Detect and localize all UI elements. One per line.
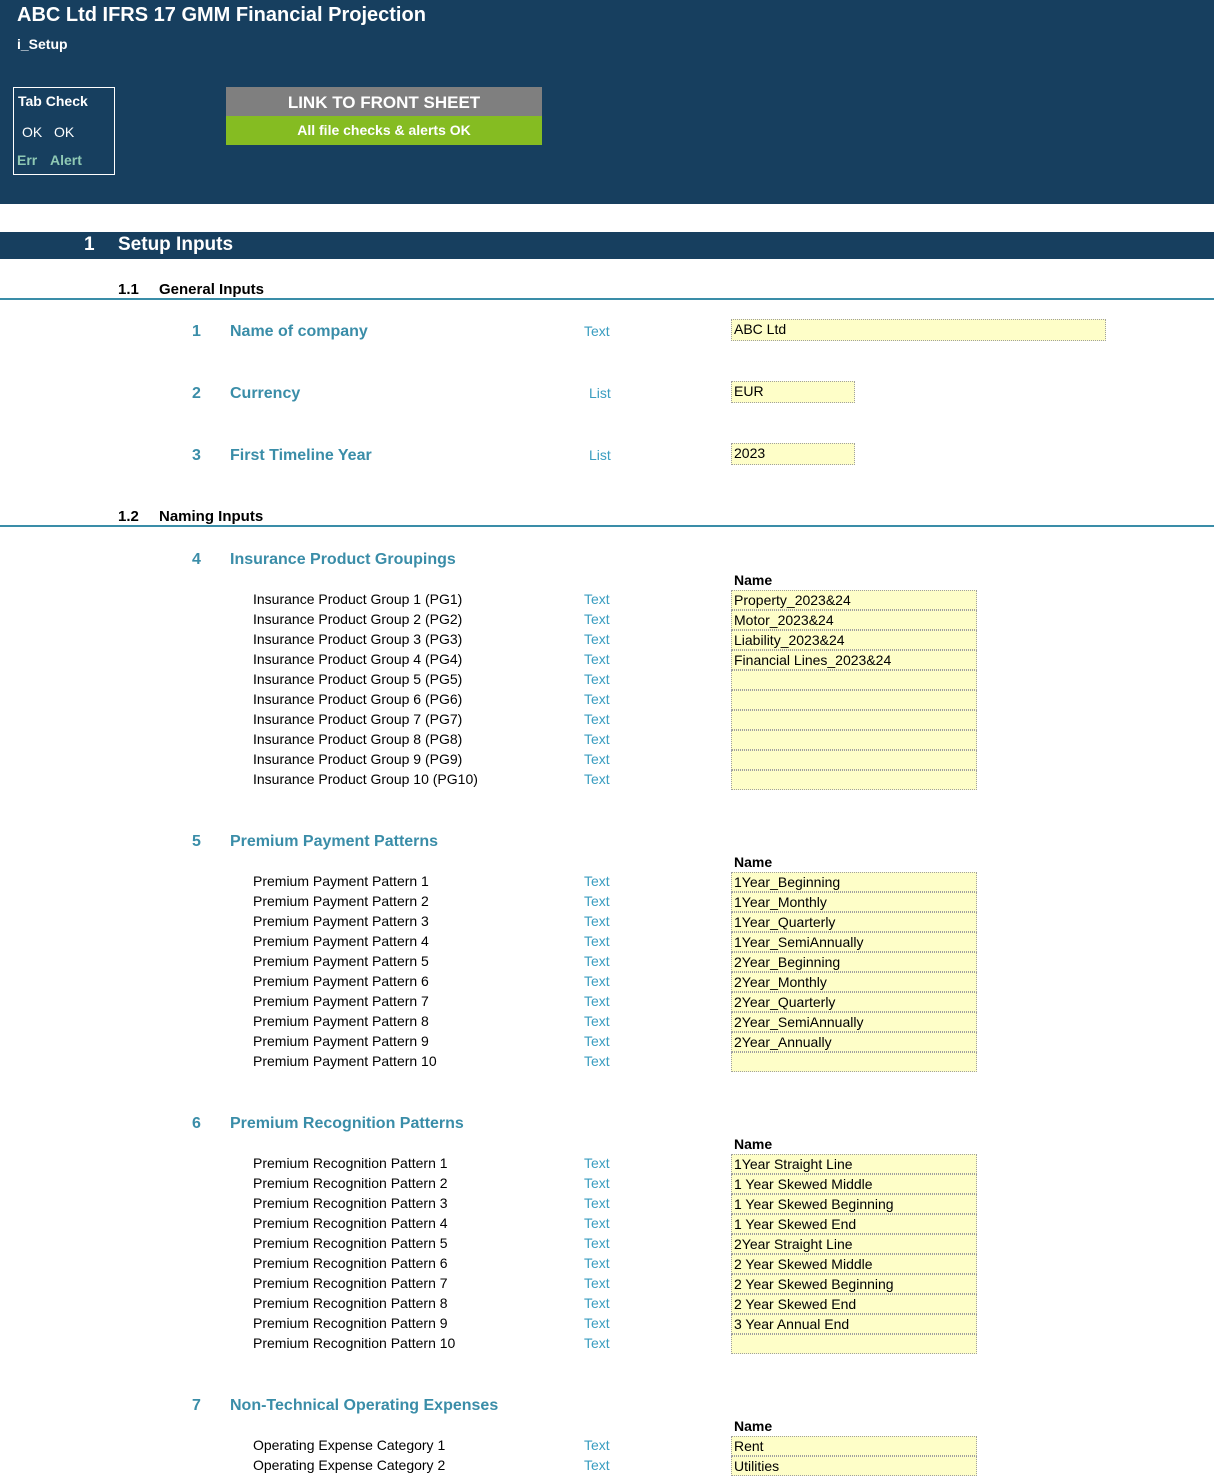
item-number: 5 bbox=[192, 833, 201, 850]
item-number: 3 bbox=[192, 447, 201, 464]
input-type: Text bbox=[584, 1053, 610, 1069]
input-type: Text bbox=[584, 973, 610, 989]
first-timeline-year-select[interactable]: 2023 bbox=[731, 443, 855, 465]
input-type: Text bbox=[584, 1315, 610, 1331]
input-type: Text bbox=[584, 711, 610, 727]
list-item bbox=[0, 1012, 1214, 1032]
list-item bbox=[0, 1436, 1214, 1456]
name-input[interactable]: 2Year_SemiAnnually bbox=[731, 1012, 977, 1032]
item-title: Premium Recognition Patterns bbox=[230, 1115, 464, 1132]
name-input[interactable]: 2 Year Skewed End bbox=[731, 1294, 977, 1314]
list-item bbox=[0, 892, 1214, 912]
input-type: Text bbox=[584, 611, 610, 627]
input-type: Text bbox=[584, 1195, 610, 1211]
list-item bbox=[0, 630, 1214, 650]
subsection-title: General Inputs bbox=[159, 281, 265, 298]
name-input[interactable] bbox=[731, 690, 977, 710]
name-input[interactable]: 3 Year Annual End bbox=[731, 1314, 977, 1334]
row-label: Insurance Product Group 3 (PG3) bbox=[253, 631, 463, 647]
row-label: Premium Recognition Pattern 3 bbox=[253, 1195, 448, 1211]
row-label: Insurance Product Group 10 (PG10) bbox=[253, 771, 478, 787]
list-item bbox=[0, 992, 1214, 1012]
tab-check-ok-2: OK bbox=[54, 124, 75, 140]
row-label: Insurance Product Group 5 (PG5) bbox=[253, 671, 463, 687]
input-type: Text bbox=[584, 1013, 610, 1029]
row-label: Premium Payment Pattern 1 bbox=[253, 873, 429, 889]
name-input[interactable]: 2Year_Annually bbox=[731, 1032, 977, 1052]
input-type: Text bbox=[584, 631, 610, 647]
row-label: Premium Payment Pattern 4 bbox=[253, 933, 429, 949]
row-label: Premium Recognition Pattern 2 bbox=[253, 1175, 448, 1191]
list-item bbox=[0, 1334, 1214, 1354]
name-input[interactable] bbox=[731, 670, 977, 690]
name-input[interactable]: 1 Year Skewed End bbox=[731, 1214, 977, 1234]
list-item bbox=[0, 1154, 1214, 1174]
list-item bbox=[0, 872, 1214, 892]
tab-check-err: Err bbox=[17, 152, 38, 168]
list-item bbox=[0, 1032, 1214, 1052]
row-label: Premium Payment Pattern 5 bbox=[253, 953, 429, 969]
name-input[interactable]: Liability_2023&24 bbox=[731, 630, 977, 650]
name-input[interactable]: Property_2023&24 bbox=[731, 590, 977, 610]
list-item bbox=[0, 750, 1214, 770]
tab-check-box bbox=[13, 87, 115, 175]
sheet-name: i_Setup bbox=[17, 36, 68, 52]
column-header-name: Name bbox=[734, 1136, 773, 1152]
divider bbox=[0, 525, 1214, 527]
row-label: Premium Payment Pattern 7 bbox=[253, 993, 429, 1009]
row-label: Premium Payment Pattern 6 bbox=[253, 973, 429, 989]
name-input[interactable]: Motor_2023&24 bbox=[731, 610, 977, 630]
row-label: Premium Payment Pattern 10 bbox=[253, 1053, 437, 1069]
list-item bbox=[0, 1234, 1214, 1254]
input-type: Text bbox=[584, 1437, 610, 1453]
item-title: First Timeline Year bbox=[230, 447, 372, 464]
column-header-name: Name bbox=[734, 572, 773, 588]
subsection-title: Naming Inputs bbox=[159, 508, 264, 525]
list-item bbox=[0, 912, 1214, 932]
item-title: Currency bbox=[230, 385, 301, 402]
name-input[interactable]: 1 Year Skewed Beginning bbox=[731, 1194, 977, 1214]
input-type: Text bbox=[584, 1275, 610, 1291]
row-label: Insurance Product Group 6 (PG6) bbox=[253, 691, 463, 707]
name-input[interactable]: 2Year_Beginning bbox=[731, 952, 977, 972]
input-type: Text bbox=[584, 1335, 610, 1351]
input-type: List bbox=[589, 447, 611, 463]
subsection-number: 1.1 bbox=[118, 281, 139, 298]
name-input[interactable]: Financial Lines_2023&24 bbox=[731, 650, 977, 670]
row-label: Premium Recognition Pattern 1 bbox=[253, 1155, 448, 1171]
item-title: Premium Payment Patterns bbox=[230, 833, 439, 850]
list-item bbox=[0, 670, 1214, 690]
input-type: Text bbox=[584, 1175, 610, 1191]
tab-check-alert: Alert bbox=[50, 152, 82, 168]
name-input[interactable]: 1 Year Skewed Middle bbox=[731, 1174, 977, 1194]
input-type: Text bbox=[584, 751, 610, 767]
row-label: Operating Expense Category 1 bbox=[253, 1437, 446, 1453]
row-label: Insurance Product Group 1 (PG1) bbox=[253, 591, 463, 607]
item-number: 1 bbox=[192, 323, 201, 340]
row-label: Premium Recognition Pattern 9 bbox=[253, 1315, 448, 1331]
input-type: Text bbox=[584, 651, 610, 667]
currency-select[interactable]: EUR bbox=[731, 381, 855, 403]
input-type: Text bbox=[584, 873, 610, 889]
row-label: Premium Payment Pattern 9 bbox=[253, 1033, 429, 1049]
input-type: Text bbox=[584, 671, 610, 687]
subsection-number: 1.2 bbox=[118, 508, 139, 525]
section-bar bbox=[0, 232, 1214, 259]
name-input[interactable] bbox=[731, 750, 977, 770]
list-item bbox=[0, 590, 1214, 610]
name-input[interactable]: 2Year_Quarterly bbox=[731, 992, 977, 1012]
name-input[interactable]: 1Year Straight Line bbox=[731, 1154, 977, 1174]
input-type: Text bbox=[584, 1457, 610, 1473]
input-type: Text bbox=[584, 1033, 610, 1049]
name-input[interactable] bbox=[731, 1334, 977, 1354]
input-type: Text bbox=[584, 893, 610, 909]
row-label: Premium Recognition Pattern 10 bbox=[253, 1335, 456, 1351]
list-item bbox=[0, 1456, 1214, 1476]
name-input[interactable] bbox=[731, 730, 977, 750]
item-number: 4 bbox=[192, 551, 201, 568]
input-type: Text bbox=[584, 591, 610, 607]
list-item bbox=[0, 1274, 1214, 1294]
sheet-header bbox=[0, 0, 1214, 204]
name-input[interactable]: 2Year Straight Line bbox=[731, 1234, 977, 1254]
list-item bbox=[0, 730, 1214, 750]
item-title: Insurance Product Groupings bbox=[230, 551, 456, 568]
input-type: List bbox=[589, 385, 611, 401]
input-type: Text bbox=[584, 1215, 610, 1231]
name-input[interactable] bbox=[731, 1052, 977, 1072]
row-label: Premium Payment Pattern 8 bbox=[253, 1013, 429, 1029]
item-number: 6 bbox=[192, 1115, 201, 1132]
row-label: Premium Payment Pattern 3 bbox=[253, 913, 429, 929]
row-label: Premium Recognition Pattern 7 bbox=[253, 1275, 448, 1291]
name-input[interactable]: 1Year_SemiAnnually bbox=[731, 932, 977, 952]
name-input[interactable] bbox=[731, 710, 977, 730]
input-type: Text bbox=[584, 731, 610, 747]
input-type: Text bbox=[584, 1295, 610, 1311]
input-type: Text bbox=[584, 953, 610, 969]
company-name-input[interactable]: ABC Ltd bbox=[731, 319, 1106, 341]
item-number: 2 bbox=[192, 385, 201, 402]
input-type: Text bbox=[584, 323, 610, 339]
list-item bbox=[0, 690, 1214, 710]
input-type: Text bbox=[584, 1255, 610, 1271]
list-item bbox=[0, 1194, 1214, 1214]
row-label: Operating Expense Category 2 bbox=[253, 1457, 446, 1473]
row-label: Insurance Product Group 9 (PG9) bbox=[253, 751, 463, 767]
input-type: Text bbox=[584, 691, 610, 707]
list-item bbox=[0, 972, 1214, 992]
row-label: Insurance Product Group 2 (PG2) bbox=[253, 611, 463, 627]
input-type: Text bbox=[584, 933, 610, 949]
item-title: Non-Technical Operating Expenses bbox=[230, 1397, 499, 1414]
input-type: Text bbox=[584, 1155, 610, 1171]
name-input[interactable]: 2Year_Monthly bbox=[731, 972, 977, 992]
list-item bbox=[0, 710, 1214, 730]
column-header-name: Name bbox=[734, 1418, 773, 1434]
name-input[interactable] bbox=[731, 770, 977, 790]
list-item bbox=[0, 1052, 1214, 1072]
tab-check-title: Tab Check bbox=[18, 93, 88, 109]
row-label: Premium Recognition Pattern 4 bbox=[253, 1215, 448, 1231]
list-item bbox=[0, 610, 1214, 630]
input-type: Text bbox=[584, 1235, 610, 1251]
row-label: Insurance Product Group 4 (PG4) bbox=[253, 651, 463, 667]
name-input[interactable]: Rent bbox=[731, 1436, 977, 1456]
row-label: Premium Recognition Pattern 6 bbox=[253, 1255, 448, 1271]
name-input[interactable]: 1Year_Monthly bbox=[731, 892, 977, 912]
section-number: 1 bbox=[84, 234, 95, 255]
app-title: ABC Ltd IFRS 17 GMM Financial Projection bbox=[17, 4, 426, 26]
name-input[interactable]: Utilities bbox=[731, 1456, 977, 1476]
list-item bbox=[0, 1174, 1214, 1194]
input-type: Text bbox=[584, 913, 610, 929]
column-header-name: Name bbox=[734, 854, 773, 870]
item-title: Name of company bbox=[230, 323, 368, 340]
row-label: Premium Recognition Pattern 5 bbox=[253, 1235, 448, 1251]
name-input[interactable]: 1Year_Quarterly bbox=[731, 912, 977, 932]
link-to-front-sheet-button[interactable]: LINK TO FRONT SHEET bbox=[226, 87, 542, 116]
row-label: Premium Recognition Pattern 8 bbox=[253, 1295, 448, 1311]
file-check-status: All file checks & alerts OK bbox=[226, 116, 542, 145]
list-item bbox=[0, 1314, 1214, 1334]
list-item bbox=[0, 952, 1214, 972]
list-item bbox=[0, 770, 1214, 790]
name-input[interactable]: 2 Year Skewed Middle bbox=[731, 1254, 977, 1274]
list-item bbox=[0, 1254, 1214, 1274]
tab-check-ok-1: OK bbox=[22, 124, 43, 140]
list-item bbox=[0, 1214, 1214, 1234]
input-type: Text bbox=[584, 771, 610, 787]
list-item bbox=[0, 932, 1214, 952]
list-item bbox=[0, 1294, 1214, 1314]
name-input[interactable]: 1Year_Beginning bbox=[731, 872, 977, 892]
divider bbox=[0, 298, 1214, 300]
item-number: 7 bbox=[192, 1397, 201, 1414]
row-label: Insurance Product Group 7 (PG7) bbox=[253, 711, 463, 727]
name-input[interactable]: 2 Year Skewed Beginning bbox=[731, 1274, 977, 1294]
input-type: Text bbox=[584, 993, 610, 1009]
section-title: Setup Inputs bbox=[118, 234, 234, 255]
row-label: Premium Payment Pattern 2 bbox=[253, 893, 429, 909]
row-label: Insurance Product Group 8 (PG8) bbox=[253, 731, 463, 747]
list-item bbox=[0, 650, 1214, 670]
